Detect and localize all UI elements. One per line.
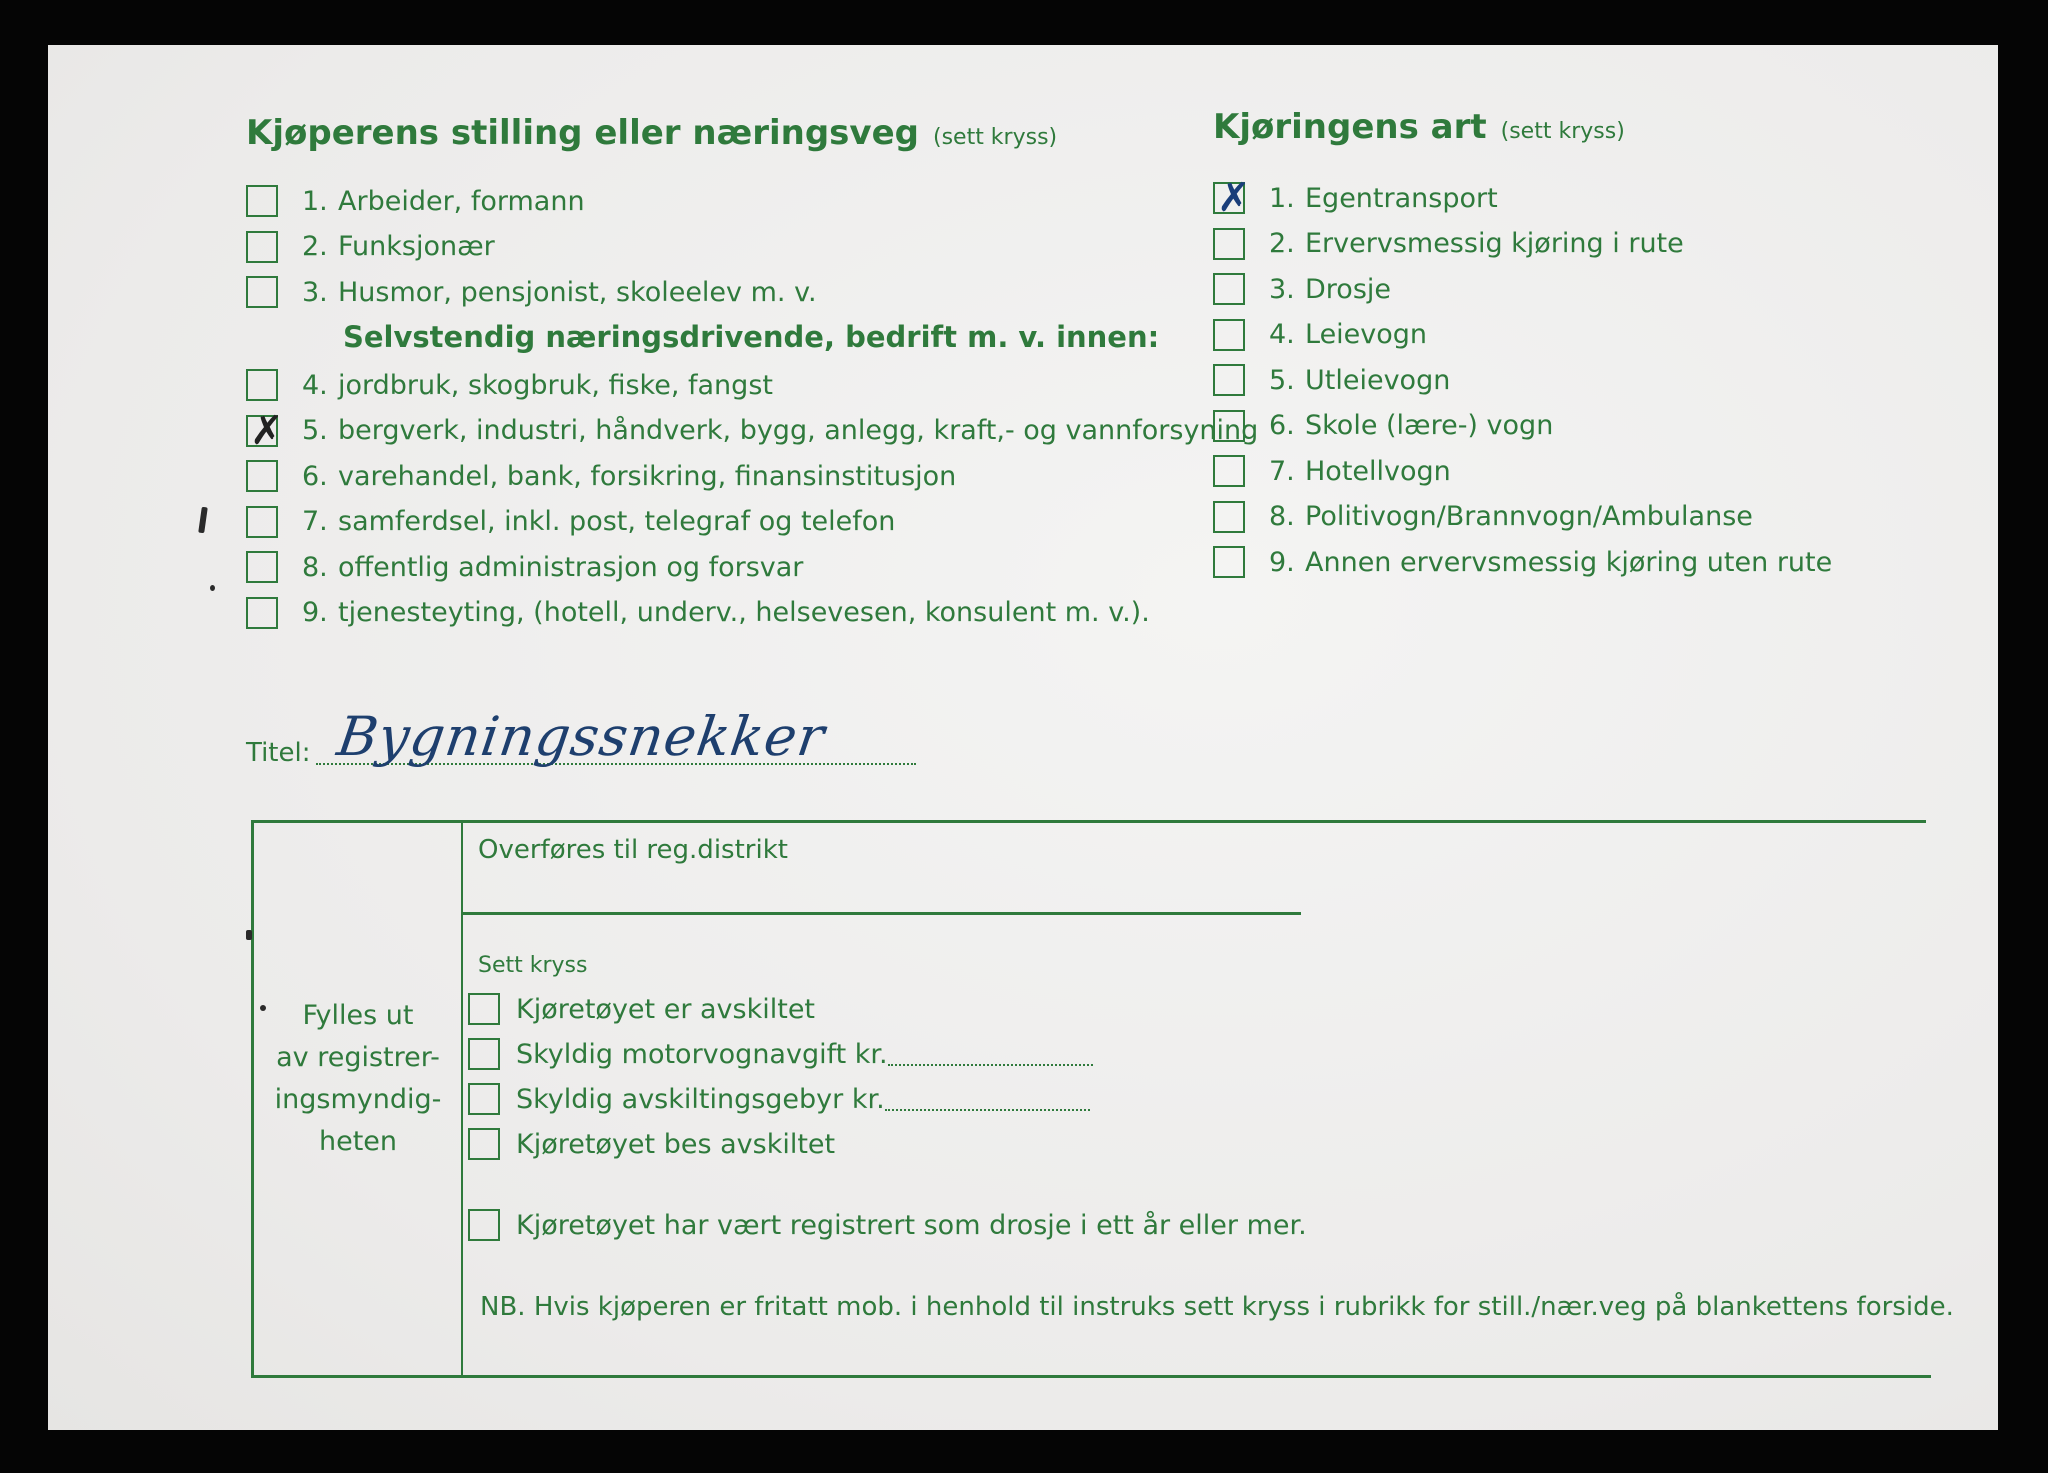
avskiltet-label: Kjøretøyet er avskiltet <box>516 993 816 1025</box>
right-checkbox-4[interactable] <box>1213 319 1245 351</box>
right-item-label: Ervervsmessig kjøring i rute <box>1305 228 1684 259</box>
right-checkbox-5[interactable] <box>1213 364 1245 396</box>
left-item-3 <box>246 272 817 312</box>
right-item-number: 9. <box>1269 546 1295 578</box>
stray-ink-dot-2 <box>246 930 252 940</box>
left-item-label: Husmor, pensjonist, skoleelev m. v. <box>338 276 817 308</box>
left-checkbox-1[interactable] <box>246 185 278 217</box>
right-item-label: Leievogn <box>1305 319 1428 350</box>
left-item-number: 3. <box>302 276 328 308</box>
buyer-occupation-hint: (sett kryss) <box>932 125 1058 150</box>
bes-avskiltet-label: Kjøretøyet bes avskiltet <box>516 1128 836 1160</box>
left2-checkbox-2[interactable] <box>246 407 284 454</box>
left2-item-number: 9. <box>302 597 328 628</box>
right-item-9 <box>1213 542 1832 582</box>
left2-item-number: 8. <box>302 551 328 583</box>
right-checkbox-8[interactable] <box>1213 501 1245 533</box>
right-checkbox-7[interactable] <box>1213 455 1245 487</box>
left2-item-4 <box>246 502 895 542</box>
left-item-1 <box>246 181 585 221</box>
avskiltingsgebyr-label: Skyldig avskiltingsgebyr kr. <box>516 1083 885 1115</box>
left-item-label: Arbeider, formann <box>338 185 585 217</box>
transfer-underline <box>461 912 1301 915</box>
registry-item-avskiltet <box>468 989 815 1029</box>
left-checkbox-3[interactable] <box>246 276 278 308</box>
registry-bottom-line <box>251 1375 1931 1378</box>
bes-avskiltet-checkbox[interactable] <box>468 1128 500 1160</box>
left2-item-2 <box>246 407 1259 454</box>
checkmark-icon: ✗ <box>250 407 284 454</box>
right-item-label: Hotellvogn <box>1305 455 1451 487</box>
left2-item-number: 7. <box>302 506 328 537</box>
left2-checkbox-3[interactable] <box>246 460 278 492</box>
motorvognavgift-dotted-line <box>888 1042 1093 1066</box>
drosje-year-checkbox[interactable] <box>468 1209 500 1241</box>
left-item-number: 2. <box>302 231 328 262</box>
right-item-label: Skole (lære-) vogn <box>1305 410 1554 441</box>
right-item-8 <box>1213 497 1753 537</box>
left-item-2 <box>246 227 495 267</box>
right-item-6 <box>1213 406 1553 446</box>
left-item-label: Funksjonær <box>338 231 495 262</box>
right-item-label: Utleievogn <box>1305 364 1451 396</box>
avskiltingsgebyr-checkbox[interactable] <box>468 1083 500 1115</box>
checkmark-icon: ✗ <box>1217 175 1251 221</box>
left2-checkbox-4[interactable] <box>246 506 278 538</box>
right-item-number: 6. <box>1269 410 1295 441</box>
stray-ink-dot <box>210 585 215 591</box>
stray-ink-dot-3 <box>260 1005 266 1011</box>
form-sheet <box>48 45 1998 1430</box>
right-checkbox-2[interactable] <box>1213 228 1245 260</box>
side-label-line-2: av registrer- <box>276 1042 440 1073</box>
left2-item-label: offentlig administrasjon og forsvar <box>338 551 804 583</box>
left2-item-number: 6. <box>302 460 328 492</box>
registry-item-bes-avskiltet <box>468 1124 835 1164</box>
side-label-line-4: heten <box>318 1126 398 1157</box>
stray-ink-mark <box>198 507 208 534</box>
right-item-number: 3. <box>1269 273 1295 305</box>
right-item-2 <box>1213 224 1684 264</box>
buyer-occupation-heading-text: Kjøperens stilling eller næringsveg <box>246 113 919 153</box>
left2-checkbox-1[interactable] <box>246 369 278 401</box>
sett-kryss-label: Sett kryss <box>478 952 588 978</box>
left2-item-label: varehandel, bank, forsikring, finansinstitusjon <box>338 460 957 492</box>
right-item-number: 8. <box>1269 501 1295 532</box>
buyer-occupation-heading <box>246 113 1057 153</box>
left2-item-label: bergverk, industri, håndverk, bygg, anlegg, kraft,- og vannforsyning <box>338 415 1259 446</box>
title-label: Titel: <box>246 738 311 768</box>
left2-item-number: 4. <box>302 369 328 401</box>
left2-checkbox-5[interactable] <box>246 551 278 583</box>
nb-note: NB. Hvis kjøperen er fritatt mob. i henhold til instruks sett kryss i rubrikk for still./nær.veg på blankettens forside. <box>480 1292 1954 1322</box>
avskiltingsgebyr-dotted-line <box>885 1087 1090 1111</box>
bleed-through-text <box>1008 215 1025 278</box>
motorvognavgift-checkbox[interactable] <box>468 1038 500 1070</box>
avskiltet-checkbox[interactable] <box>468 993 500 1025</box>
left2-checkbox-6[interactable] <box>246 597 278 629</box>
right-item-number: 5. <box>1269 364 1295 396</box>
transfer-label: Overføres til reg.distrikt <box>478 835 788 865</box>
right-item-label: Politivogn/Brannvogn/Ambulanse <box>1305 501 1753 532</box>
right-checkbox-6[interactable] <box>1213 410 1245 442</box>
left2-item-label: tjenesteyting, (hotell, underv., helsevesen, konsulent m. v.). <box>338 597 1150 628</box>
registry-item-motorvognavgift <box>468 1034 1093 1074</box>
right-item-3 <box>1213 269 1391 309</box>
left2-item-5 <box>246 547 803 587</box>
side-label-line-3: ingsmyndig- <box>274 1084 442 1115</box>
left2-item-label: samferdsel, inkl. post, telegraf og telefon <box>338 506 896 537</box>
registry-left-line <box>251 820 254 1378</box>
motorvognavgift-label: Skyldig motorvognavgift kr. <box>516 1038 888 1070</box>
right-item-number: 7. <box>1269 455 1295 487</box>
registry-top-line <box>251 820 1926 823</box>
registry-item-drosje <box>468 1205 1307 1245</box>
right-item-5 <box>1213 360 1450 400</box>
left2-item-6 <box>246 593 1150 633</box>
left2-item-label: jordbruk, skogbruk, fiske, fangst <box>338 369 773 401</box>
side-label-line-1: Fylles ut <box>302 1000 414 1031</box>
right-item-7 <box>1213 451 1451 491</box>
registry-divider-line <box>461 820 463 1375</box>
right-item-4 <box>1213 315 1427 355</box>
driving-type-heading <box>1213 107 1625 147</box>
left2-item-3 <box>246 456 956 496</box>
title-handwritten-value: Bygningssnekker <box>333 705 829 768</box>
right-checkbox-3[interactable] <box>1213 273 1245 305</box>
left-item-number: 1. <box>302 185 328 217</box>
driving-type-heading-text: Kjøringens art <box>1213 107 1487 147</box>
right-item-label: Drosje <box>1305 273 1391 305</box>
driving-type-hint: (sett kryss) <box>1500 119 1625 144</box>
right-checkbox-1[interactable] <box>1213 175 1251 221</box>
left2-item-number: 5. <box>302 415 328 446</box>
registry-side-label <box>268 995 448 1163</box>
right-item-1 <box>1213 175 1498 221</box>
right-item-label: Egentransport <box>1305 182 1498 214</box>
left2-item-1 <box>246 365 773 405</box>
drosje-year-label: Kjøretøyet har vært registrert som drosje i ett år eller mer. <box>516 1209 1307 1241</box>
right-item-number: 2. <box>1269 228 1295 259</box>
self-employed-subheading: Selvstendig næringsdrivende, bedrift m. v. innen: <box>343 320 1160 354</box>
left-checkbox-2[interactable] <box>246 231 278 263</box>
right-checkbox-9[interactable] <box>1213 546 1245 578</box>
right-item-number: 4. <box>1269 319 1295 350</box>
registry-item-avskiltingsgebyr <box>468 1079 1090 1119</box>
right-item-number: 1. <box>1269 182 1295 214</box>
right-item-label: Annen ervervsmessig kjøring uten rute <box>1305 546 1833 578</box>
